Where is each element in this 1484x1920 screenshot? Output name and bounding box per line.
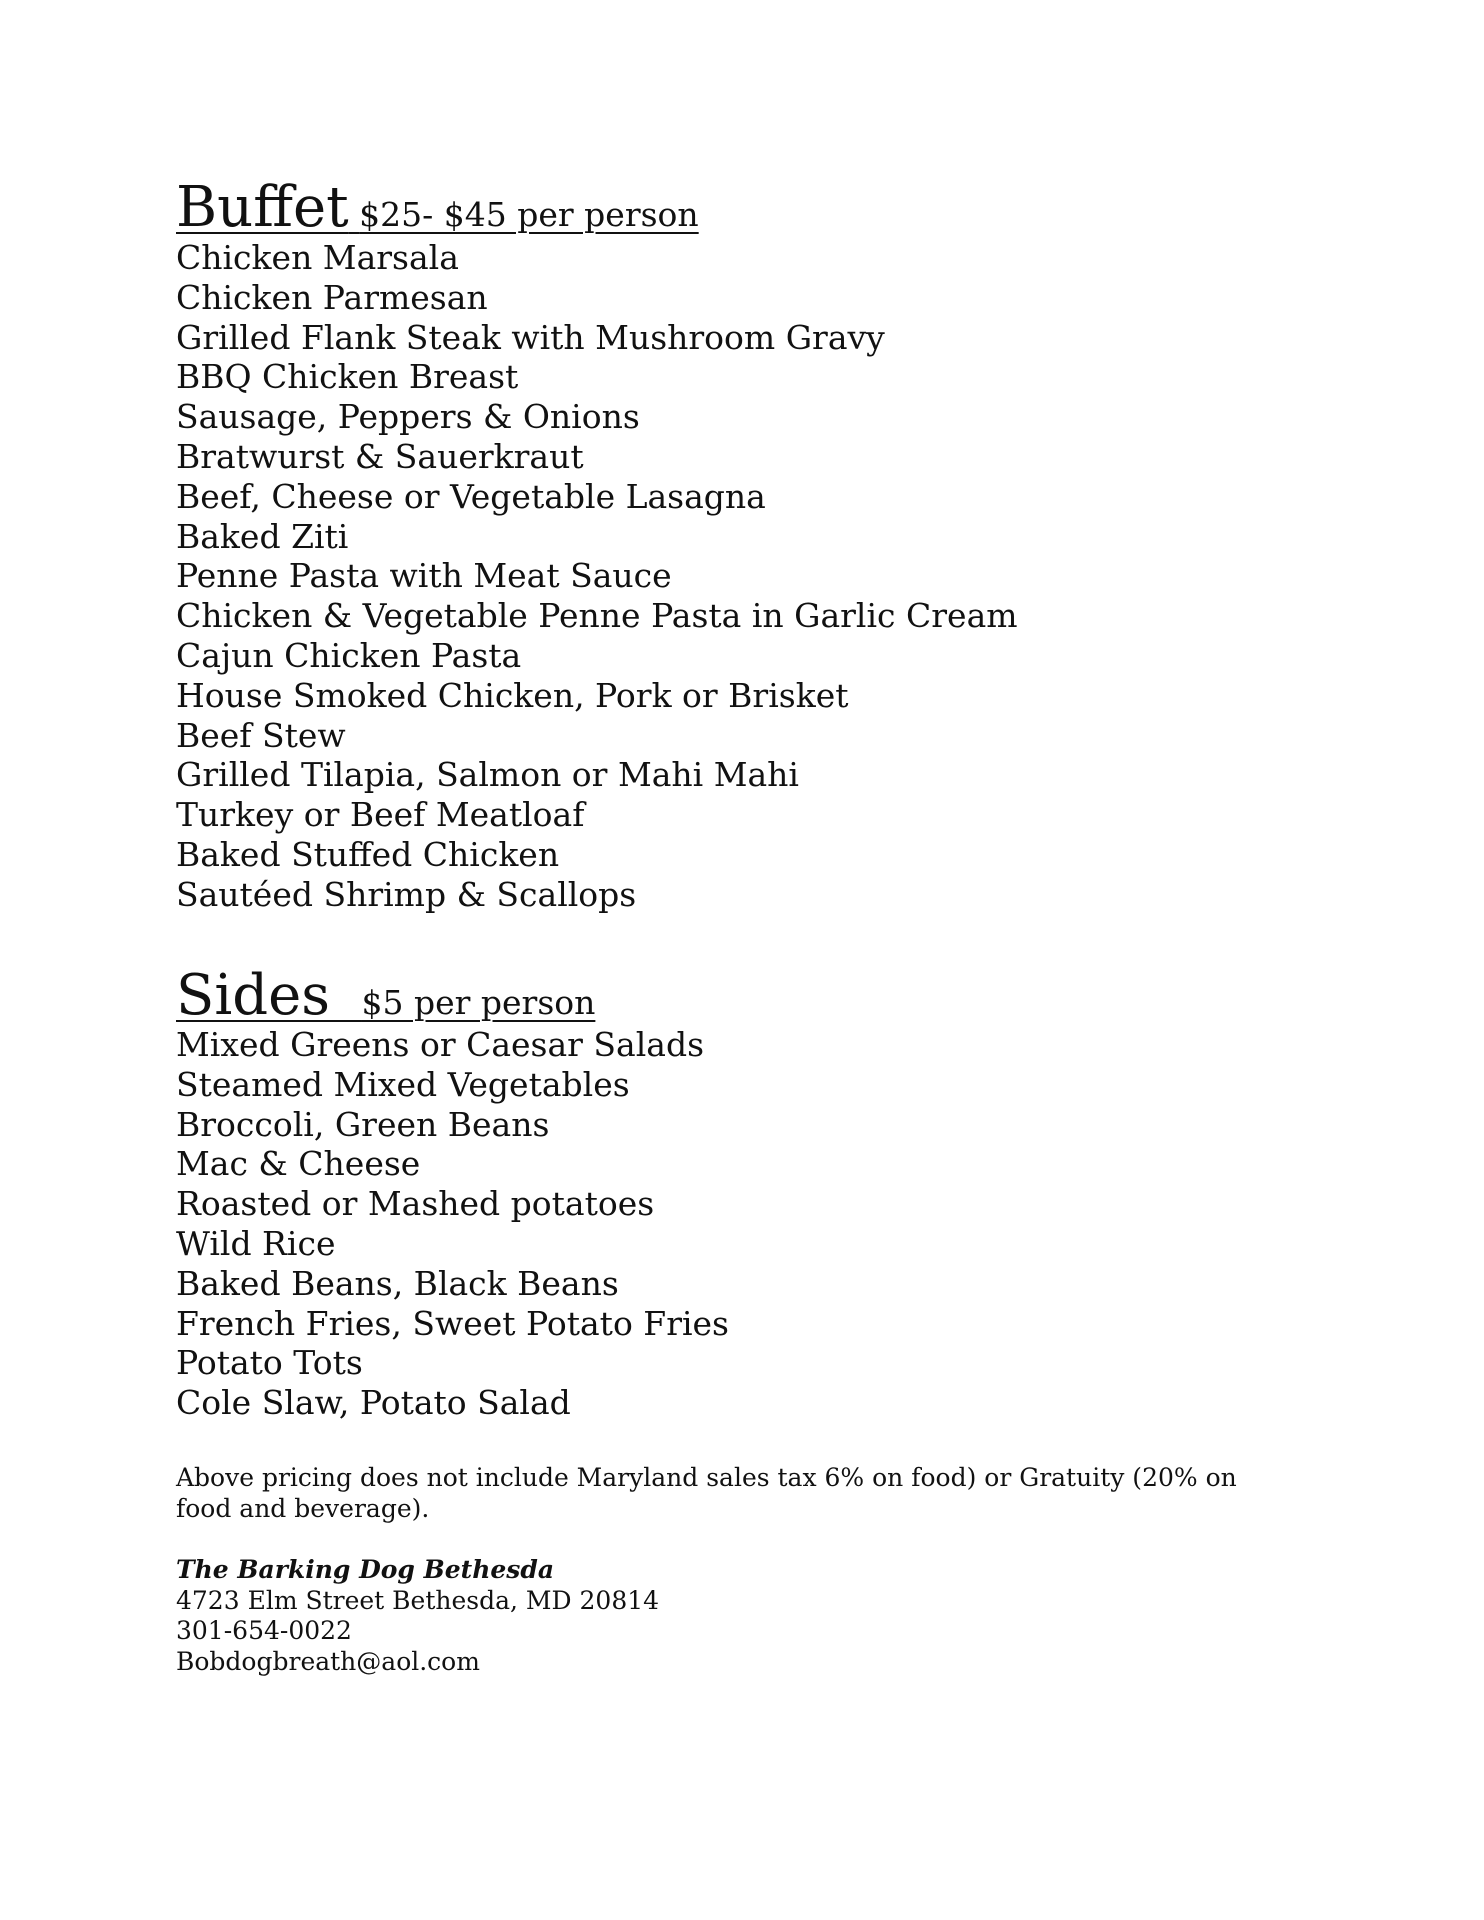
- restaurant-address: 4723 Elm Street Bethesda, MD 20814: [176, 1585, 660, 1615]
- sides-item: Broccoli, Green Beans: [176, 1104, 550, 1144]
- sides-item: Roasted or Mashed potatoes: [176, 1184, 655, 1224]
- buffet-item: Grilled Tilapia, Salmon or Mahi Mahi: [176, 755, 799, 795]
- buffet-item: House Smoked Chicken, Pork or Brisket: [176, 675, 849, 715]
- sides-item: Wild Rice: [176, 1223, 336, 1263]
- buffet-item: Cajun Chicken Pasta: [176, 635, 522, 675]
- buffet-item: Beef, Cheese or Vegetable Lasagna: [176, 476, 766, 516]
- buffet-title: Buffet: [176, 175, 349, 240]
- buffet-item: Bratwurst & Sauerkraut: [176, 436, 584, 476]
- buffet-item: Sausage, Peppers & Onions: [176, 397, 640, 437]
- contact-block: [176, 1555, 659, 1677]
- buffet-item: Baked Ziti: [176, 516, 349, 556]
- sides-title: Sides: [176, 963, 330, 1028]
- sides-item: Mac & Cheese: [176, 1144, 421, 1184]
- buffet-heading: [176, 175, 699, 240]
- buffet-item: Turkey or Beef Meatloaf: [176, 795, 585, 835]
- buffet-item: BBQ Chicken Breast: [176, 357, 519, 397]
- buffet-item: Penne Pasta with Meat Sauce: [176, 556, 672, 596]
- restaurant-name: The Barking Dog Bethesda: [176, 1555, 555, 1584]
- buffet-price: $25- $45 per person: [359, 195, 699, 234]
- restaurant-email: Bobdogbreath@aol.com: [176, 1646, 480, 1676]
- buffet-item: Grilled Flank Steak with Mushroom Gravy: [176, 317, 885, 357]
- sides-item: French Fries, Sweet Potato Fries: [176, 1303, 729, 1343]
- pricing-note: Above pricing does not include Maryland sales tax 6% on food) or Gratuity (20% on food and beverage).: [176, 1463, 1237, 1523]
- sides-item: Mixed Greens or Caesar Salads: [176, 1025, 704, 1064]
- sides-heading: [176, 963, 596, 1028]
- buffet-item: Chicken Parmesan: [176, 277, 488, 317]
- buffet-item: Beef Stew: [176, 715, 346, 755]
- sides-price: $5 per person: [361, 983, 596, 1022]
- sides-item: Cole Slaw, Potato Salad: [176, 1383, 571, 1423]
- buffet-item: Chicken & Vegetable Penne Pasta in Garlic Cream: [176, 596, 1018, 636]
- buffet-item-list: [176, 238, 1018, 915]
- buffet-item: Sautéed Shrimp & Scallops: [176, 874, 637, 914]
- sides-item: Potato Tots: [176, 1343, 363, 1383]
- restaurant-phone: 301-654-0022: [176, 1616, 352, 1645]
- buffet-item: Chicken Marsala: [176, 238, 459, 277]
- sides-item: Baked Beans, Black Beans: [176, 1263, 619, 1303]
- sides-item-list: [176, 1025, 729, 1423]
- buffet-item: Baked Stuffed Chicken: [176, 834, 560, 874]
- sides-item: Steamed Mixed Vegetables: [176, 1064, 630, 1104]
